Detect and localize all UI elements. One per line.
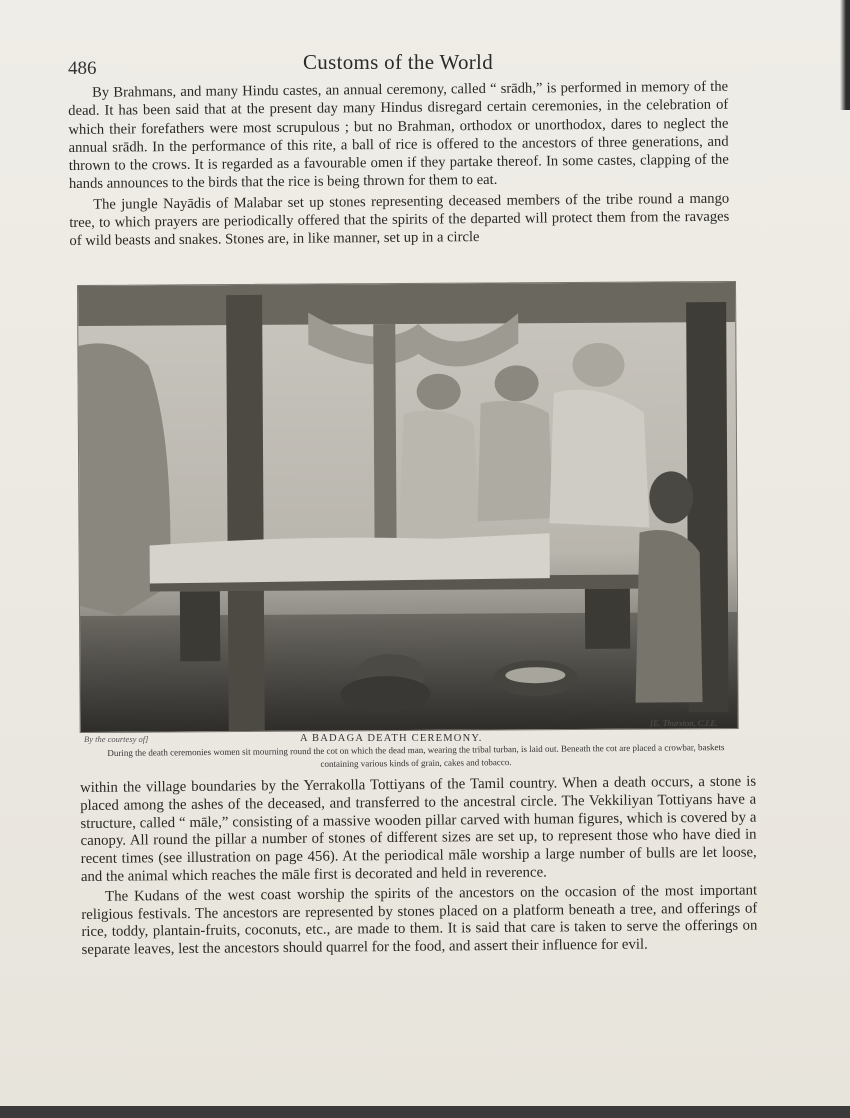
paragraph-tottiyans: within the village boundaries by the Yerrakolla Tottiyans of the Tamil country. When a death occurs, a stone is placed among the ashes of the deceased, and transferred to the ancestral circle. The Vekkiliyan Tottiyans have a structure, called “ māle,” consisting of a massive wooden pillar carved with human figures, which is covered by a canopy. All round the pillar a number of stones of different sizes are set up, to represent those who have died in recent times (see illustration on page 456). At the periodical māle worship a large number of bulls are let loose, and the animal which reaches the māle first is decorated and held in reverence. — [80, 773, 757, 885]
photo-credit-left: By the courtesy of] — [84, 734, 149, 744]
figure-title: A BADAGA DEATH CEREMONY. — [300, 733, 483, 744]
paragraph-kudans: The Kudans of the west coast worship the spirits of the ancestors on the occasion of the most important religious festivals. The ancestors are represented by stones placed on a platform beneath a tree, and offerings of rice, toddy, plantain-fruits, coconuts, etc., are made to them. It is said that care is taken to serve the offerings on separate leaves, lest the ancestors should quarrel for the food, and assert their influence for evil. — [81, 882, 758, 959]
body-text-bottom — [80, 774, 758, 962]
paragraph-sradh: By Brahmans, and many Hindu castes, an annual ceremony, called “ srādh,” is performed in memory of the dead. It has been said that at the present day many Hindus disregard certain ceremonies, in the celebration of which their forefathers were most scrupulous ; but no Brahman, orthodox or unorthodox, dares to neglect the annual srādh. In the performance of this rite, a ball of rice is offered to the ancestors of three generations, and thrown to the crows. It is regarded as a favourable omen if they partake thereof. In some castes, clapping of the hands announces to the birds that the rice is being thrown for them to eat. — [68, 78, 729, 193]
body-text-top — [68, 78, 730, 253]
running-title: Customs of the World — [302, 50, 493, 74]
paragraph-nayadis: The jungle Nayādis of Malabar set up stones representing deceased members of the tribe round a mango tree, to which prayers are periodically offered that the spirits of the departed will protect them from the ravages of wild beasts and snakes. Stones are, in like manner, set up in a circle — [69, 190, 730, 250]
photograph-illustration — [78, 282, 738, 732]
page-number: 486 — [68, 58, 97, 79]
page-header — [68, 50, 728, 80]
figure-caption: During the death ceremonies women sit mourning round the cot on which the dead man, wearing the tribal turban, is laid out. Beneath the cot are placed a crowbar, baskets containing various kinds of grain, cakes and tobacco. — [107, 742, 725, 769]
page-edge-shadow — [840, 0, 850, 110]
photo-credit-right: [E. Thurston, C.I.E. — [650, 718, 718, 728]
page-bottom-edge — [0, 1106, 850, 1118]
photograph-badaga-death-ceremony — [77, 281, 739, 733]
